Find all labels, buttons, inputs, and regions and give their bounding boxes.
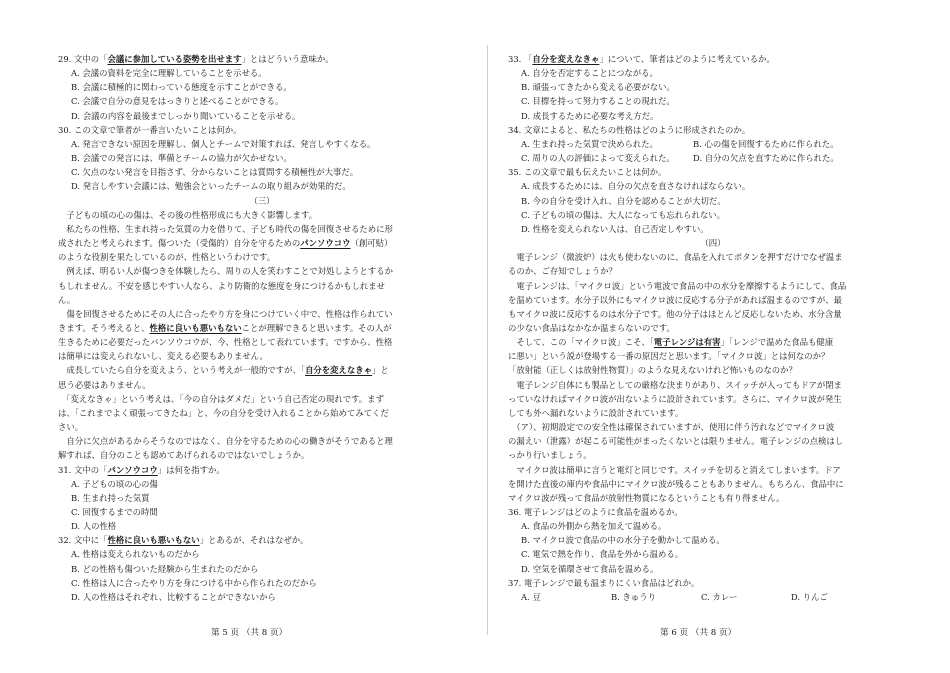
text-run: さい。 xyxy=(58,422,84,433)
passage-line xyxy=(508,264,918,278)
underlined-phrase: 会議に参加している姿勢を出せます xyxy=(107,54,242,64)
page-number-left: 第 5 页 （共 8 页） xyxy=(211,628,288,638)
underlined-phrase: パンソウコウ xyxy=(300,238,351,249)
passage-line xyxy=(58,363,466,377)
text-run: 」とはどういう意味か。 xyxy=(241,54,334,64)
question-text xyxy=(508,576,918,590)
passage-line xyxy=(58,208,466,222)
text-run: っていなければマイクロ波が出ないように設計されています。さらに、マイクロ波が発生 xyxy=(508,393,842,404)
text-run: マイクロ波が残って食品が放射性物質になるということも有り得ません。 xyxy=(508,492,785,503)
passage-line xyxy=(508,321,918,335)
text-run: の少ない食品はなかなか温まらないのです。 xyxy=(508,322,675,333)
answer-option xyxy=(508,194,918,208)
passage-line xyxy=(508,378,918,392)
text-run: 傷を回復させるためにその人に合ったやり方を身につけていく中で、性格は作られてい xyxy=(58,308,393,319)
answer-option xyxy=(58,94,466,108)
question-text xyxy=(58,123,466,137)
passage-line xyxy=(508,349,918,363)
text-run: 30. この文章で筆者が一番言いたいことは何か。 xyxy=(58,124,242,135)
text-run: 成されたと考えられます。傷ついた（受傷的）自分を守るための xyxy=(58,238,301,249)
passage-line xyxy=(508,392,918,406)
text-run: 自分に欠点があるからそうなのではなく、自分を守るための心の働きがそうであると理 xyxy=(58,436,393,447)
answer-option xyxy=(508,66,918,80)
answer-option xyxy=(58,547,466,561)
question-text xyxy=(508,123,918,137)
passage-line xyxy=(58,293,466,307)
text-run: 例えば、明るい人が傷つきを体験したら、周りの人を笑わすことで対処しようとするか xyxy=(58,266,393,277)
text-run: D. 空気を循環させて食品を温める。 xyxy=(521,563,659,574)
passage-line xyxy=(58,279,466,293)
text-run: C. 性格は人に合ったやり方を身につける中から作られたのだから xyxy=(71,577,317,588)
text-run: を開けた直後の庫内や食品中にマイクロ波が残ることもありません。もちろん、食品中に xyxy=(508,478,844,489)
underlined-phrase: 自分を変えなきゃ xyxy=(305,365,373,376)
answer-option xyxy=(58,137,466,151)
underlined-phrase: 性格に良いも悪いもない xyxy=(149,322,242,333)
text-run: B. 頑張ってきたから変える必要がない。 xyxy=(521,82,675,93)
answer-option xyxy=(508,547,918,561)
option-text: A. 生まれ持った気質で決められた。 xyxy=(521,138,658,149)
text-run: A. 会議の資料を完全に理解していることを示せる。 xyxy=(71,68,267,79)
option-row xyxy=(508,137,918,151)
option-row xyxy=(508,590,918,604)
passage-line xyxy=(58,448,466,462)
text-run: 子どもの頃の心の傷は、その後の性格形成にも大きく影響します。 xyxy=(58,209,317,220)
option-text: C. カレー xyxy=(701,591,738,602)
passage-line xyxy=(58,406,466,420)
text-run: 「放射能（正しくは放射性物質）」のような見えないけれど怖いものなのか？ xyxy=(508,365,797,376)
text-run: 34. 文章によると、私たちの性格はどのように形成されたのか。 xyxy=(508,124,751,135)
section-heading xyxy=(58,194,466,208)
text-run: A. 発言できない原因を理解し、個人とチームで対策すれば、発言しやすくなる。 xyxy=(71,138,376,149)
question-text xyxy=(508,165,918,179)
answer-option xyxy=(508,94,918,108)
text-run: そして、この「マイクロ波」こそ、「 xyxy=(508,337,654,348)
passage-line xyxy=(58,236,466,250)
text-run: C. 子どもの頃の傷は、大人になっても忘れられない。 xyxy=(521,209,726,220)
question-text xyxy=(58,533,466,547)
page-number-right: 第 6 页 （共 8 页） xyxy=(660,628,737,638)
text-run: B. 会議での発言には、準備とチームの協力が欠かせない。 xyxy=(71,153,292,164)
passage-line xyxy=(508,491,918,505)
option-text: C. 周りの人の評価によって変えられた。 xyxy=(521,153,675,164)
answer-option xyxy=(58,590,466,604)
text-run: は、「これまでよく頑張ってきたね」と、今の自分を受け入れることから始めてみてくだ xyxy=(58,407,389,418)
answer-option xyxy=(58,562,466,576)
passage-line xyxy=(508,477,918,491)
passage-line xyxy=(58,378,466,392)
passage-line xyxy=(508,307,918,321)
option-text: A. 豆 xyxy=(521,591,541,602)
answer-option xyxy=(58,505,466,519)
text-run: D. 成長するために必要な考え方だ。 xyxy=(521,110,659,121)
passage-line xyxy=(508,363,918,377)
question-text xyxy=(58,463,466,477)
text-run: D. 人の性格はそれぞれ、比較することができないから xyxy=(71,591,276,602)
text-run: A. 成長するためには、自分の欠点を直さなければならない。 xyxy=(521,181,751,192)
passage-line xyxy=(58,307,466,321)
text-run: （四） xyxy=(700,238,726,249)
text-run: のような役割を果たしているのが、性格というわけです。 xyxy=(58,252,276,263)
passage-line xyxy=(58,434,466,448)
answer-option xyxy=(58,66,466,80)
answer-option xyxy=(58,80,466,94)
text-run: D. 会議の内容を最後までしっかり聞いていることを示せる。 xyxy=(71,110,301,121)
passage-line xyxy=(508,335,918,349)
text-run: 33. 「 xyxy=(508,54,533,64)
answer-option xyxy=(58,576,466,590)
text-run: 私たちの性格、生まれ持った気質の力を借りて、子ども時代の傷を回復させるために形 xyxy=(58,223,393,234)
option-text: B. きゅうり xyxy=(611,591,656,602)
text-run: 」とあるが、それはなぜか。 xyxy=(199,535,309,546)
text-run: 思う必要はありません。 xyxy=(58,379,151,390)
passage-line xyxy=(58,222,466,236)
text-run: もマイクロ波に反応するのは水分子です。他の分子はほとんど反応しないため、水分含量 xyxy=(508,308,842,319)
underlined-phrase: 電子レンジは有害 xyxy=(653,337,721,348)
text-run: 成長していたら自分を変えよう、という考えが一般的ですが、「 xyxy=(58,365,306,376)
text-run: 36. 電子レンジはどのように食品を温めるか。 xyxy=(508,507,683,517)
text-run: ことが理解できると思います。その人が xyxy=(241,322,392,333)
text-run: 31. 文中の「 xyxy=(58,464,108,475)
question-text xyxy=(508,52,918,66)
answer-option xyxy=(508,109,918,123)
text-run: きます。そう考えると、 xyxy=(58,322,150,333)
text-run: 37. 電子レンジで最も温まりにくい食品はどれか。 xyxy=(508,577,700,588)
text-run: るのか、ご存知でしょうか？ xyxy=(508,266,617,277)
underlined-phrase: 自分を変えなきゃ xyxy=(532,54,600,64)
passage-line xyxy=(508,434,918,448)
text-run: C. 電気で熱を作り、食品を外から温める。 xyxy=(521,549,684,560)
text-run: D. 発言しやすい会議には、勉強会といったチームの取り組みが効果的だ。 xyxy=(71,181,351,192)
text-run: C. 欠点のない発言を目指さず、分からないことは質問する積極性が大事だ。 xyxy=(71,167,359,178)
text-run: A. 自分を否定することにつながる。 xyxy=(521,68,658,79)
passage-line xyxy=(508,463,918,477)
answer-option xyxy=(508,179,918,193)
passage-line xyxy=(58,392,466,406)
text-run: っかり行いましょう。 xyxy=(508,450,592,461)
text-run: 」「レンジで温めた食品も健康 xyxy=(720,337,834,348)
text-run: 「変えなきゃ」という考えは、「今の自分はダメだ」という自己否定の現れです。まず xyxy=(58,393,384,404)
text-run: D. 人の性格 xyxy=(71,521,117,532)
answer-option xyxy=(508,533,918,547)
page-divider xyxy=(487,45,488,635)
passage-line xyxy=(508,250,918,264)
text-run: 生きるために必要だったバンソウコウが、今、性格として表れています。ですから、性格 xyxy=(58,337,393,348)
text-run: B. 会議に積極的に関わっている態度を示すことができる。 xyxy=(71,82,292,93)
text-run: に悪い」という説が登場する一番の原因だと思います。「マイクロ波」とは何なのか？ xyxy=(508,351,830,362)
text-run: B. マイクロ波で食品の中の水分子を動かして温める。 xyxy=(521,535,725,546)
answer-option xyxy=(508,519,918,533)
left-page-column xyxy=(58,52,466,604)
answer-option xyxy=(508,562,918,576)
right-page-column xyxy=(508,52,918,604)
text-run: を温めています。水分子以外にもマイクロ波に反応する分子があれば温まるのですが、最 xyxy=(508,294,842,305)
passage-line xyxy=(58,420,466,434)
answer-option xyxy=(508,80,918,94)
answer-option xyxy=(58,477,466,491)
text-run: 解すれば、自分のことも認めてあげられるのではないでしょうか。 xyxy=(58,450,310,461)
text-run: ん。 xyxy=(58,294,76,305)
text-run: 32. 文中に「 xyxy=(58,535,108,546)
text-run: A. 性格は変えられないものだから xyxy=(71,549,200,560)
underlined-phrase: 性格に良いも悪いもない xyxy=(107,535,200,546)
passage-line xyxy=(508,279,918,293)
passage-line xyxy=(508,420,918,434)
answer-option xyxy=(58,165,466,179)
text-run: しても外へ漏れないように設計されています。 xyxy=(508,407,684,418)
question-text xyxy=(58,52,466,66)
section-heading xyxy=(508,236,918,250)
question-text xyxy=(508,505,918,519)
answer-option xyxy=(58,491,466,505)
text-run: 」について、筆者はどのように考えているか。 xyxy=(599,54,775,64)
answer-option xyxy=(508,208,918,222)
text-run: B. どの性格も傷ついた経験から生まれたのだから xyxy=(71,563,259,574)
text-run: A. 子どもの頃の心の傷 xyxy=(71,478,158,489)
passage-line xyxy=(58,349,466,363)
answer-option xyxy=(58,179,466,193)
option-text: B. 心の傷を回復するために作られた。 xyxy=(693,138,839,149)
answer-option xyxy=(58,519,466,533)
text-run: C. 会議で自分の意見をはっきりと述べることができる。 xyxy=(71,96,284,107)
passage-line xyxy=(58,264,466,278)
underlined-phrase: パンソウコウ xyxy=(107,464,158,475)
text-run: は簡単には変えられないし、変える必要もありません。 xyxy=(58,351,268,362)
text-run: （三） xyxy=(249,195,275,206)
text-run: 電子レンジ自体にも製品としての厳格な決まりがあり、スイッチが入ってもドアが閉ま xyxy=(508,379,842,390)
passage-line xyxy=(58,335,466,349)
text-run: （ア）、初期設定での安全性は確保されていますが、使用に伴う汚れなどでマイクロ波 xyxy=(508,422,835,433)
option-text: D. りんご xyxy=(791,591,828,602)
text-run: A. 食品の外側から熱を加えて温める。 xyxy=(521,521,667,532)
option-text: D. 自分の欠点を直すために作られた。 xyxy=(693,153,839,164)
answer-option xyxy=(58,109,466,123)
text-run: 電子レンジ（微波炉）は火も使わないのに、食品を入れてボタンを押すだけでなぜ温ま xyxy=(508,252,843,263)
passage-line xyxy=(508,293,918,307)
text-run: マイクロ波は簡単に言うと電灯と同じです。スイッチを切ると消えてしまいます。ドア xyxy=(508,464,841,475)
answer-option xyxy=(58,151,466,165)
text-run: 35. この文章で最も伝えたいことは何か。 xyxy=(508,167,667,178)
passage-line xyxy=(58,321,466,335)
text-run: B. 生まれ持った気質 xyxy=(71,492,150,503)
answer-option xyxy=(508,222,918,236)
passage-line xyxy=(58,250,466,264)
text-run: C. 目標を持って努力することの現れだ。 xyxy=(521,96,675,107)
text-run: B. 今の自分を受け入れ、自分を認めることが大切だ。 xyxy=(521,195,726,206)
text-run: D. 性格を変えられない人は、自己否定しやすい。 xyxy=(521,223,709,234)
text-run: 」は何を指すか。 xyxy=(157,464,225,475)
text-run: 電子レンジは、「マイクロ波」という電波で食品の中の水分を摩擦するようにして、食品 xyxy=(508,280,847,291)
text-run: もしれません。不安を感じやすい人なら、より防衛的な態度を身につけるかもしれませ xyxy=(58,280,385,291)
passage-line xyxy=(508,406,918,420)
text-run: C. 回復するまでの時間 xyxy=(71,507,158,517)
text-run: （創可贴） xyxy=(350,238,393,249)
text-run: 」と xyxy=(372,365,389,376)
passage-line xyxy=(508,448,918,462)
text-run: の漏えい（泄露）が起こる可能性がまったくないとは限りません。電子レンジの点検はし xyxy=(508,436,844,447)
option-row xyxy=(508,151,918,165)
text-run: 29. 文中の「 xyxy=(58,54,108,64)
